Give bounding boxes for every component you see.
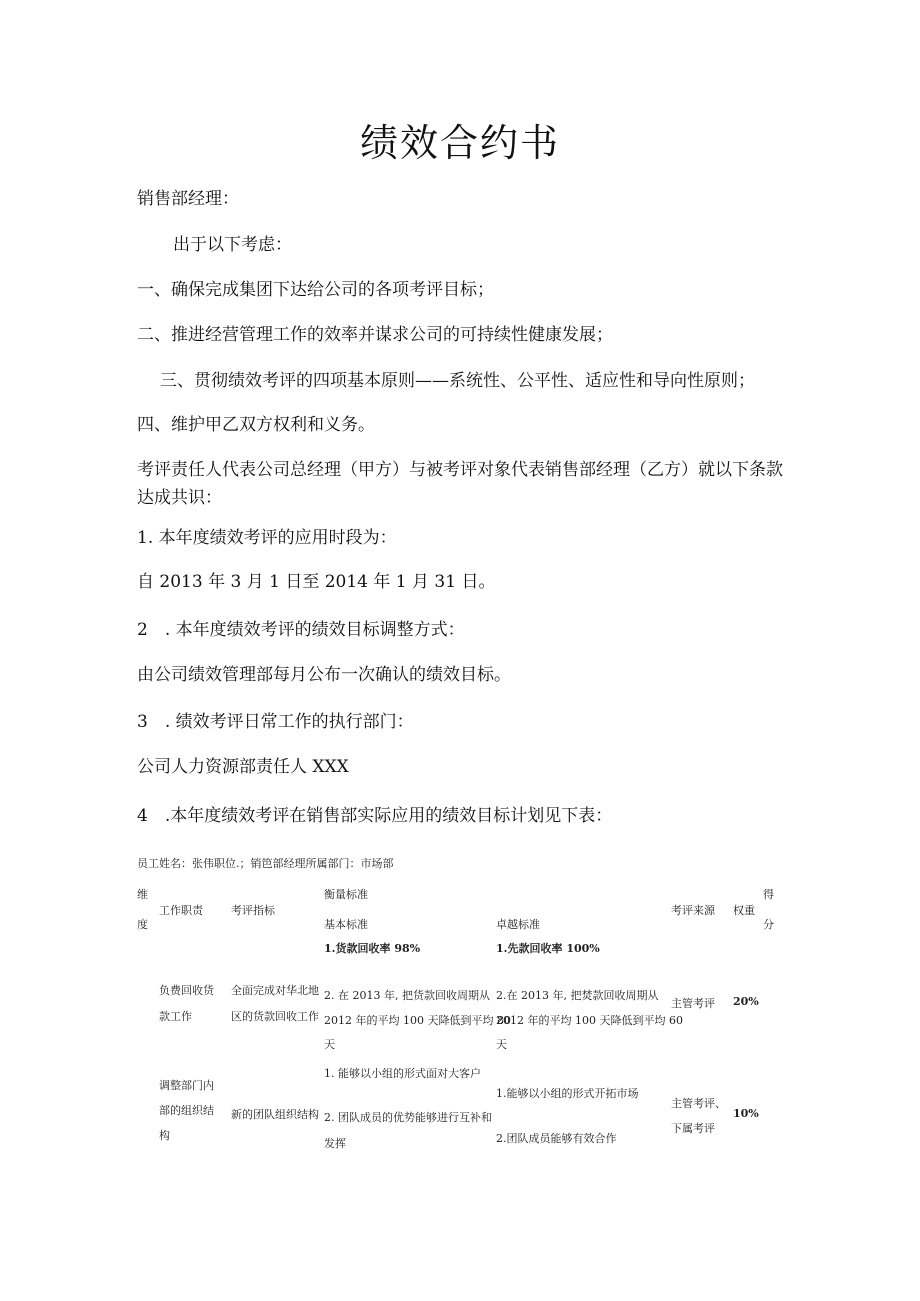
row1-basic-line3: 2012 年的平均 100 天降低到平均 80: [324, 1014, 511, 1027]
clause-3-title: 3 . 绩效考评日常工作的执行部门：: [137, 712, 414, 732]
point-4: 四、维护甲乙双方权利和义务。: [137, 415, 375, 435]
header-dimension-2: 度: [137, 918, 148, 931]
row1-basic-line1: 1.货款回收率 98%: [324, 942, 421, 955]
row2-duty-line3: 构: [159, 1129, 170, 1142]
row2-duty-line1: 调整部门内: [159, 1079, 214, 1092]
point-1: 一、确保完成集团下达给公司的各项考评目标；: [137, 280, 494, 300]
page-title: 绩效合约书: [359, 121, 560, 165]
header-excellent: 卓越标准: [496, 918, 540, 931]
row1-weight: 20%: [733, 995, 759, 1008]
agreement-line-2: 达成共识：: [137, 488, 222, 508]
clause-1-body: 自 2013 年 3 月 1 日至 2014 年 1 月 31 日。: [137, 572, 496, 592]
row2-basic-line2: 2. 团队成员的优势能够进行互补和: [324, 1111, 492, 1124]
header-weight: 权重: [733, 904, 755, 917]
row2-basic-line1: 1. 能够以小组的形式面对大客户: [324, 1067, 481, 1080]
clause-2-body: 由公司绩效管理部每月公布一次确认的绩效目标。: [137, 665, 511, 685]
agreement-line-1: 考评责任人代表公司总经理（甲方）与被考评对象代表销售部经理（乙方）就以下条款: [137, 460, 783, 480]
point-2: 二、推进经营管理工作的效率并谋求公司的可持续性健康发展；: [137, 325, 613, 345]
row2-excellent-line2: 2.团队成员能够有效合作: [496, 1132, 617, 1145]
header-duty: 工作职责: [159, 904, 203, 917]
row1-excellent-line1: 1.先款回收率 100%: [496, 942, 600, 955]
clause-2-title: 2 . 本年度绩效考评的绩效目标调整方式：: [137, 620, 465, 640]
row2-indicator: 新的团队组织结构: [231, 1108, 319, 1121]
row1-basic-line4: 天: [324, 1038, 335, 1051]
point-3: 三、贯彻绩效考评的四项基本原则——系统性、公平性、适应性和导向性原则；: [160, 371, 755, 391]
header-basic: 基本标准: [324, 918, 368, 931]
row2-duty-line2: 部的组织结: [159, 1104, 214, 1117]
employee-info: 员工姓名：张伟职位.；销笆部经理所属部门：市场部: [137, 857, 394, 870]
clause-1-title: 1. 本年度绩效考评的应用时段为：: [137, 528, 397, 548]
intro-text: 出于以下考虑：: [173, 235, 292, 255]
row1-indicator-line2: 区的货款回收工作: [231, 1010, 319, 1023]
row1-excellent-line2: 2.在 2013 年, 把焚款回收周期从: [496, 989, 659, 1002]
row1-excellent-line3: 2012 年的平均 100 天降低到平均 60: [496, 1014, 683, 1027]
row1-excellent-line4: 天: [496, 1038, 507, 1051]
row1-source: 主管考评: [671, 997, 715, 1010]
row2-source-line2: 下属考评: [671, 1122, 715, 1135]
clause-4-title: 4 .本年度绩效考评在销售部实际应用的绩效目标计划见下表：: [137, 806, 613, 826]
header-indicator: 考评指标: [231, 904, 275, 917]
row1-duty-line2: 款工作: [159, 1010, 192, 1023]
row1-basic-line2: 2. 在 2013 年, 把货款回收周期从: [324, 989, 490, 1002]
salutation: 销售部经理：: [137, 189, 239, 209]
row2-weight: 10%: [733, 1107, 759, 1120]
header-dimension-1: 维: [137, 888, 148, 901]
row2-excellent-line1: 1.能够以小组的形式开拓市场: [496, 1087, 639, 1100]
header-measure: 衡量标准: [324, 888, 368, 901]
clause-3-body: 公司人力资源部责任人 XXX: [137, 757, 349, 777]
row1-indicator-line1: 全面完成对华北地: [231, 984, 319, 997]
header-score-2: 分: [763, 918, 774, 931]
row2-source-line1: 主管考评、: [671, 1097, 726, 1110]
row1-duty-line1: 负费回收货: [159, 984, 214, 997]
header-score-1: 得: [763, 888, 774, 901]
header-source: 考评来源: [671, 904, 715, 917]
row2-basic-line3: 发挥: [324, 1137, 346, 1150]
